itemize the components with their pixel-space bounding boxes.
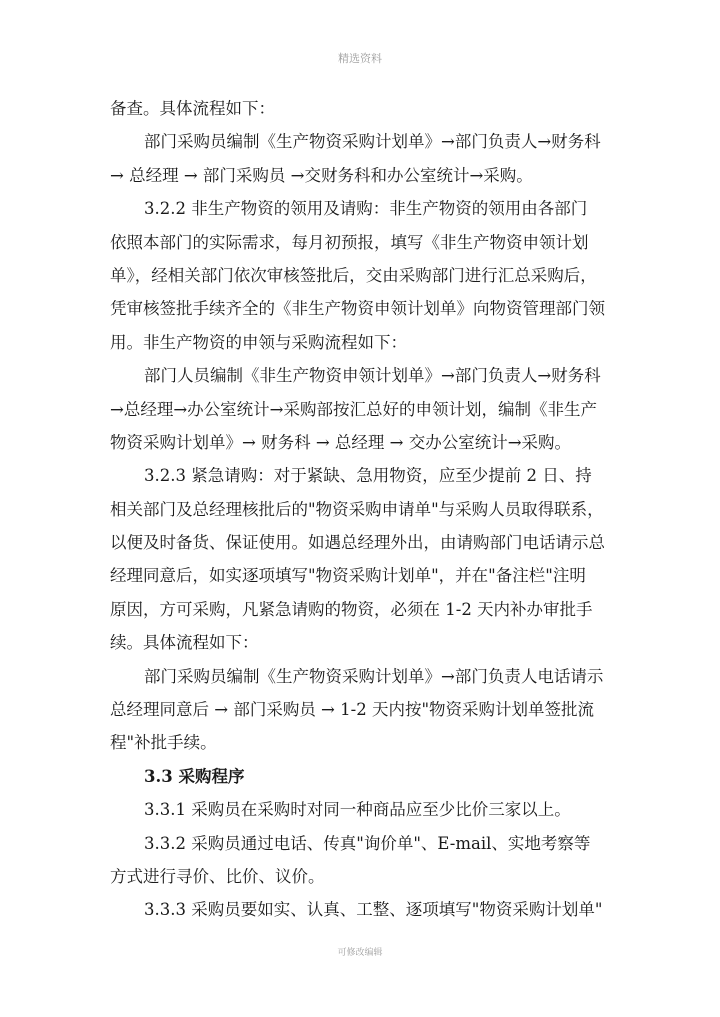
text-line: 3.2.2 非生产物资的领用及请购：非生产物资的领用由各部门: [144, 199, 588, 219]
text-line: 原因，方可采购，凡紧急请购的物资，必须在 1-2 天内补办审批手: [110, 599, 593, 619]
text-line: 3.3.1 采购员在采购时对同一种商品应至少比价三家以上。: [144, 800, 571, 820]
text-line: 3.3.2 采购员通过电话、传真"询价单"、E-mail、实地考察等: [144, 833, 591, 853]
text-line: 部门采购员编制《生产物资采购计划单》→部门负责人电话请示: [144, 666, 604, 686]
text-line: 部门人员编制《非生产物资申领计划单》→部门负责人→财务科: [144, 366, 601, 386]
text-line: →总经理→办公室统计→采购部按汇总好的申领计划，编制《非生产: [110, 399, 597, 419]
text-line: 经理同意后，如实逐项填写"物资采购计划单"，并在"备注栏"注明: [110, 566, 586, 586]
text-line: 备查。具体流程如下：: [110, 99, 275, 118]
text-line: 凭审核签批手续齐全的《非生产物资申领计划单》向物资管理部门领: [110, 299, 605, 319]
text-line: → 总经理 → 部门采购员 →交财务科和办公室统计→采购。: [110, 165, 533, 185]
document-body: [110, 92, 620, 927]
text-line: 以便及时备货、保证使用。如遇总经理外出，由请购部门电话请示总: [110, 533, 605, 553]
text-line: 部门采购员编制《生产物资采购计划单》→部门负责人→财务科: [144, 132, 601, 152]
text-line: 依照本部门的实际需求，每月初预报，填写《非生产物资申领计划: [110, 232, 589, 252]
text-line: 3.3.3 采购员要如实、认真、工整、逐项填写"物资采购计划单": [144, 900, 603, 920]
text-line: 用。非生产物资的申领与采购流程如下：: [110, 332, 407, 352]
page-footer: 可修改编辑: [337, 948, 383, 958]
text-line: 方式进行寻价、比价、议价。: [110, 866, 325, 886]
text-line: 总经理同意后 → 部门采购员 → 1-2 天内按"物资采购计划单签批流: [110, 700, 595, 720]
text-line: 相关部门及总经理核批后的"物资采购申请单"与采购人员取得联系，: [110, 499, 604, 519]
text-line: 3.2.3 紧急请购：对于紧缺、急用物资，应至少提前 2 日、持: [144, 466, 592, 486]
text-line: 单》，经相关部门依次审核签批后，交由采购部门进行汇总采购后，: [110, 265, 597, 285]
text-line: 物资采购计划单》→ 财务科 → 总经理 → 交办公室统计→采购。: [110, 432, 572, 452]
text-line: 程"补批手续。: [110, 733, 217, 753]
text-line: 续。具体流程如下：: [110, 633, 259, 653]
page-header: 精选资料: [338, 52, 382, 65]
section-heading: 3.3 采购程序: [144, 766, 245, 786]
